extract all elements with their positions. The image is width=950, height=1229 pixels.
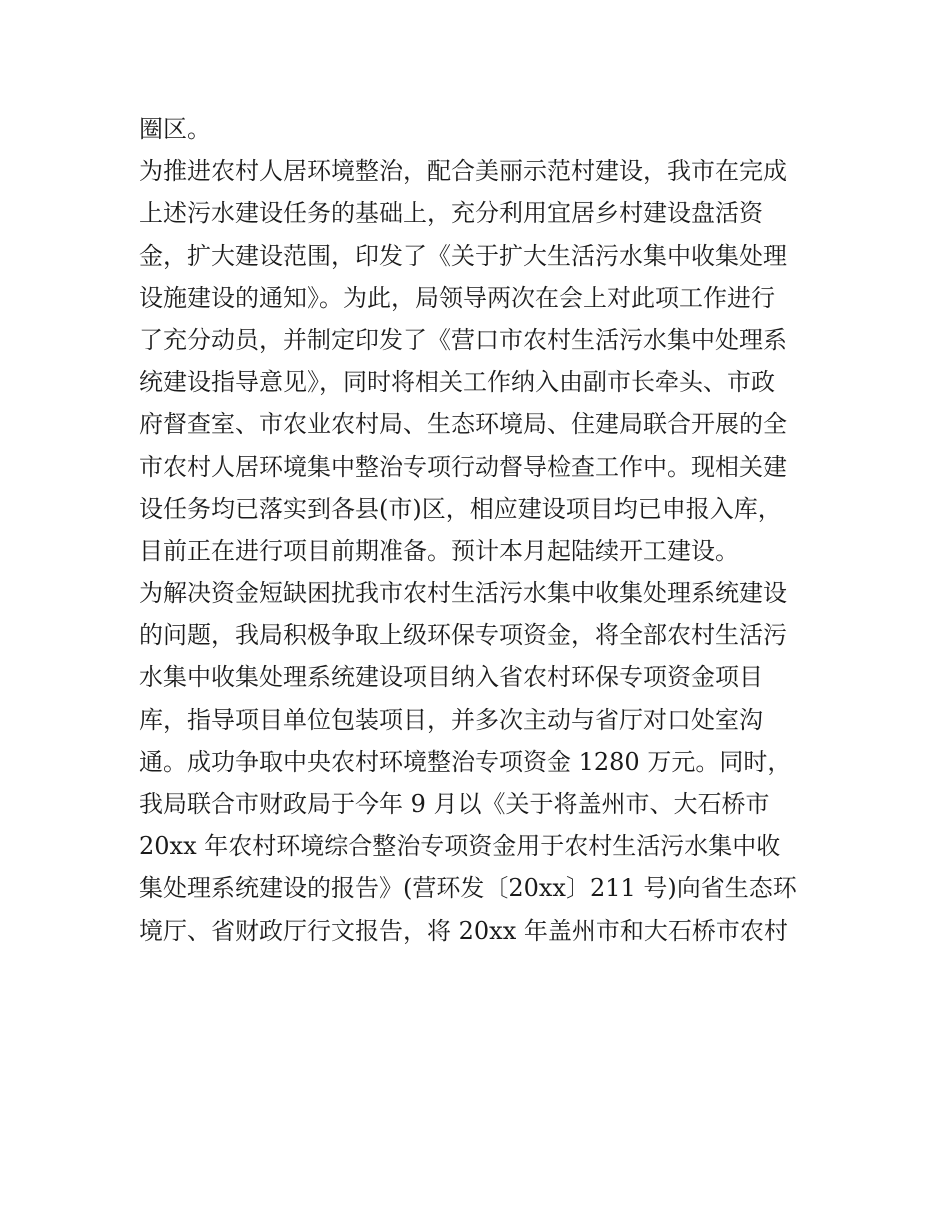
text-line: 通。成功争取中央农村环境整治专项资金 1280 万元。同时， <box>139 747 792 776</box>
text-line: 府督查室、市农业农村局、生态环境局、住建局联合开展的全 <box>139 410 787 439</box>
text-line: 设施建设的通知》。为此，局领导两次在会上对此项工作进行 <box>139 283 775 312</box>
text-line: 统建设指导意见》，同时将相关工作纳入由副市长牵头、市政 <box>139 368 775 397</box>
text-line: 为推进农村人居环境整治，配合美丽示范村建设，我市在完成 <box>139 157 787 186</box>
text-line: 了充分动员，并制定印发了《营口市农村生活污水集中处理系 <box>139 325 787 354</box>
text-line: 目前正在进行项目前期准备。预计本月起陆续开工建设。 <box>139 536 739 565</box>
text-line: 金，扩大建设范围，印发了《关于扩大生活污水集中收集处理 <box>139 241 787 270</box>
text-line: 水集中收集处理系统建设项目纳入省农村环保专项资金项目 <box>139 663 763 692</box>
text-line: 设任务均已落实到各县(市)区，相应建设项目均已申报入库， <box>139 494 782 523</box>
text-line: 的问题，我局积极争取上级环保专项资金，将全部农村生活污 <box>139 621 787 650</box>
text-line: 圈区。 <box>139 115 211 143</box>
text-line: 境厅、省财政厅行文报告，将 20xx 年盖州市和大石桥市农村 <box>139 916 788 945</box>
text-line: 20xx 年农村环境综合整治专项资金用于农村生活污水集中收 <box>139 832 781 861</box>
text-line: 我局联合市财政局于今年 9 月以《关于将盖州市、大石桥市 <box>139 790 770 818</box>
body-text <box>139 108 819 952</box>
text-line: 集处理系统建设的报告》(营环发〔20xx〕211 号)向省生态环 <box>139 874 797 903</box>
text-line: 市农村人居环境集中整治专项行动督导检查工作中。现相关建 <box>139 452 787 481</box>
text-line: 为解决资金短缺困扰我市农村生活污水集中收集处理系统建设 <box>139 579 787 608</box>
text-line: 库，指导项目单位包装项目，并多次主动与省厅对口处室沟 <box>139 705 763 734</box>
text-line: 上述污水建设任务的基础上，充分利用宜居乡村建设盘活资 <box>139 199 763 228</box>
